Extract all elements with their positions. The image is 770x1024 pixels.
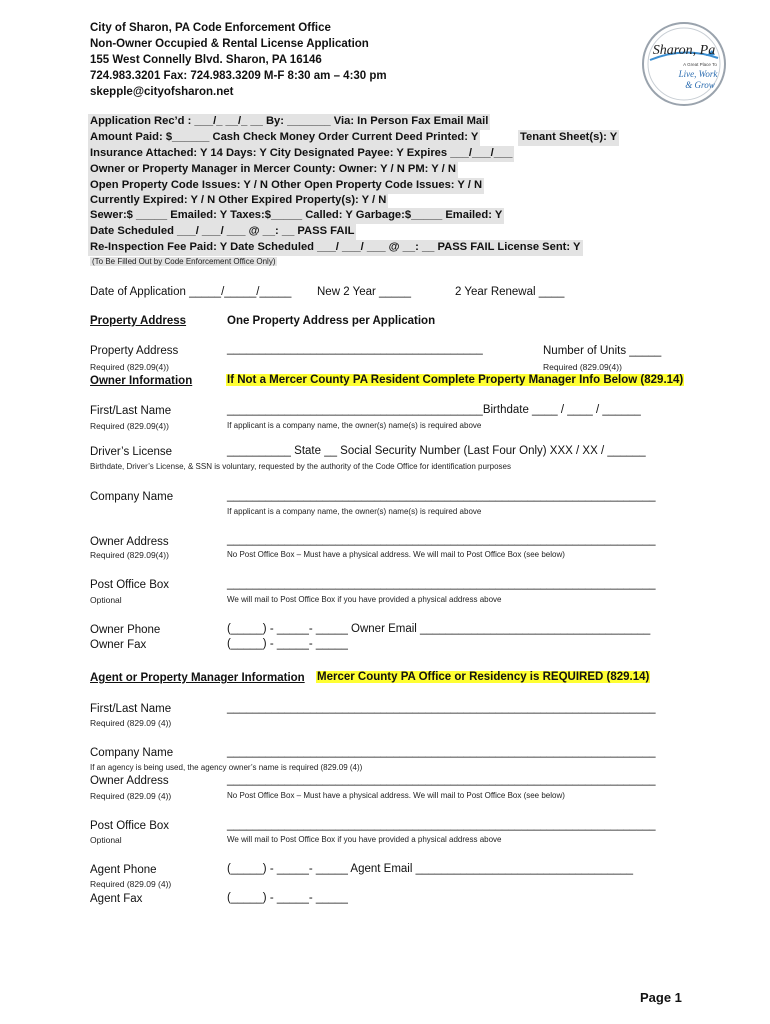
office-line-6: Currently Expired: Y / N Other Expired Property(s): Y / N [88,193,388,209]
owner-company-note: If applicant is a company name, the owner(s) name(s) is required above [227,507,482,516]
agent-name-field[interactable]: ___________________________________________________________________ [227,702,656,714]
agent-company-label: Company Name [90,747,174,759]
agent-po-box-optional: Optional [90,835,122,845]
page-number: Page 1 [640,990,682,1005]
property-address-required: Required (829.09(4)) [90,362,169,372]
owner-company-field[interactable]: ___________________________________________________________________ [227,490,656,502]
owner-name-label: First/Last Name [90,405,172,417]
office-address: 155 West Connelly Blvd. Sharon, PA 16146 [90,54,322,66]
agent-highlight-note: Mercer County PA Office or Residency is REQUIRED (829.14) [317,671,650,683]
owner-fax-field[interactable]: (_____) - _____- _____ [227,638,348,650]
property-address-field[interactable]: ________________________________________ [227,343,483,355]
form-title: Non-Owner Occupied & Rental License Application [90,38,369,50]
office-line-4: Owner or Property Manager in Mercer County: Owner: Y / N PM: Y / N [88,162,458,178]
office-phone: 724.983.3201 Fax: 724.983.3209 M-F 8:30 am – 4:30 pm [90,70,387,82]
owner-address-required: Required (829.09(4)) [90,550,169,560]
office-line-8: Date Scheduled ___/ ___/ ___ @ __: __ PASS FAIL [88,224,356,240]
property-address-heading: Property Address [90,315,187,327]
office-line-5: Open Property Code Issues: Y / N Other Open Property Code Issues: Y / N [88,178,484,194]
drivers-license-label: Driver’s License [90,446,173,458]
office-line-9: Re-Inspection Fee Paid: Y Date Scheduled ___/ ___/ ___ @ __: __ PASS FAIL License Sent: Y [88,240,583,256]
office-name: City of Sharon, PA Code Enforcement Office [90,22,331,34]
office-line-2: Amount Paid: $______ Cash Check Money Order Current Deed Printed: Y [88,130,480,146]
office-line-1: Application Rec’d : ___/_ __/_ __ By: _______ Via: In Person Fax Email Mail [88,114,490,130]
agent-company-field[interactable]: ___________________________________________________________________ [227,746,656,758]
office-email: skepple@cityofsharon.net [90,86,234,98]
owner-company-label: Company Name [90,491,174,503]
owner-highlight-note: If Not a Mercer County PA Resident Complete Property Manager Info Below (829.14) [227,374,684,386]
agent-fax-field[interactable]: (_____) - _____- _____ [227,892,348,904]
owner-phone-label: Owner Phone [90,624,161,636]
office-line-7: Sewer:$ _____ Emailed: Y Taxes:$_____ Called: Y Garbage:$_____ Emailed: Y [88,208,504,224]
agent-po-box-field[interactable]: ___________________________________________________________________ [227,819,656,831]
drivers-license-field[interactable]: __________ State __ Social Security Number (Last Four Only) XXX / XX / ______ [227,445,646,457]
agent-fax-label: Agent Fax [90,893,143,905]
agent-phone-email-field[interactable]: (_____) - _____- _____ Agent Email __________________________________ [227,863,634,875]
voluntary-info-note: Birthdate, Driver’s License, & SSN is voluntary, requested by the authority of the Code Office for identification purposes [90,462,511,471]
logo-tag2: Live, Work [678,69,718,79]
agent-address-note: No Post Office Box – Must have a physical address. We will mail to Post Office Box (see below) [227,791,565,800]
property-address-label: Property Address [90,345,179,357]
agent-address-field[interactable]: ___________________________________________________________________ [227,774,656,786]
agent-address-label: Owner Address [90,775,169,787]
owner-phone-email-field[interactable]: (_____) - _____- _____ Owner Email ____________________________________ [227,623,651,635]
agent-address-required: Required (829.09 (4)) [90,791,172,801]
2-year-renewal[interactable]: 2 Year Renewal ____ [455,286,565,298]
logo-tag1: A Great Place To [683,62,717,67]
city-logo [640,20,728,108]
owner-fax-label: Owner Fax [90,639,147,651]
agent-po-box-label: Post Office Box [90,820,170,832]
agent-name-required: Required (829.09 (4)) [90,718,172,728]
owner-address-field[interactable]: ___________________________________________________________________ [227,534,656,546]
agent-name-label: First/Last Name [90,703,172,715]
owner-information-heading: Owner Information [90,375,193,387]
office-line-2b: Tenant Sheet(s): Y [518,130,619,146]
agent-po-box-note: We will mail to Post Office Box if you have provided a physical address above [227,835,502,844]
owner-po-box-note: We will mail to Post Office Box if you have provided a physical address above [227,595,502,604]
owner-po-box-optional: Optional [90,595,122,605]
number-of-units-field[interactable]: Number of Units _____ [543,345,662,357]
owner-address-label: Owner Address [90,536,169,548]
logo-title: Sharon, Pa [652,43,716,58]
owner-name-note: If applicant is a company name, the owner(s) name(s) is required above [227,421,482,430]
owner-po-box-field[interactable]: ___________________________________________________________________ [227,578,656,590]
office-only-note: (To Be Filled Out by Code Enforcement Office Only) [92,257,276,266]
date-of-application[interactable]: Date of Application _____/_____/_____ [90,286,292,298]
agent-information-heading: Agent or Property Manager Information [90,672,305,684]
units-required: Required (829.09(4)) [543,362,622,372]
owner-name-field[interactable]: ________________________________________Birthdate ____ / ____ / ______ [227,404,641,416]
owner-name-required: Required (829.09(4)) [90,421,169,431]
office-line-3: Insurance Attached: Y 14 Days: Y City Designated Payee: Y Expires ___/___/___ [88,146,514,162]
agent-company-note: If an agency is being used, the agency owner’s name is required (829.09 (4)) [90,763,363,772]
property-subheading: One Property Address per Application [227,315,436,327]
agent-phone-required: Required (829.09 (4)) [90,879,172,889]
owner-address-note: No Post Office Box – Must have a physical address. We will mail to Post Office Box (see below) [227,550,565,559]
logo-tag3: & Grow [685,80,715,90]
agent-phone-label: Agent Phone [90,864,157,876]
owner-po-box-label: Post Office Box [90,579,170,591]
new-2-year[interactable]: New 2 Year _____ [317,286,411,298]
